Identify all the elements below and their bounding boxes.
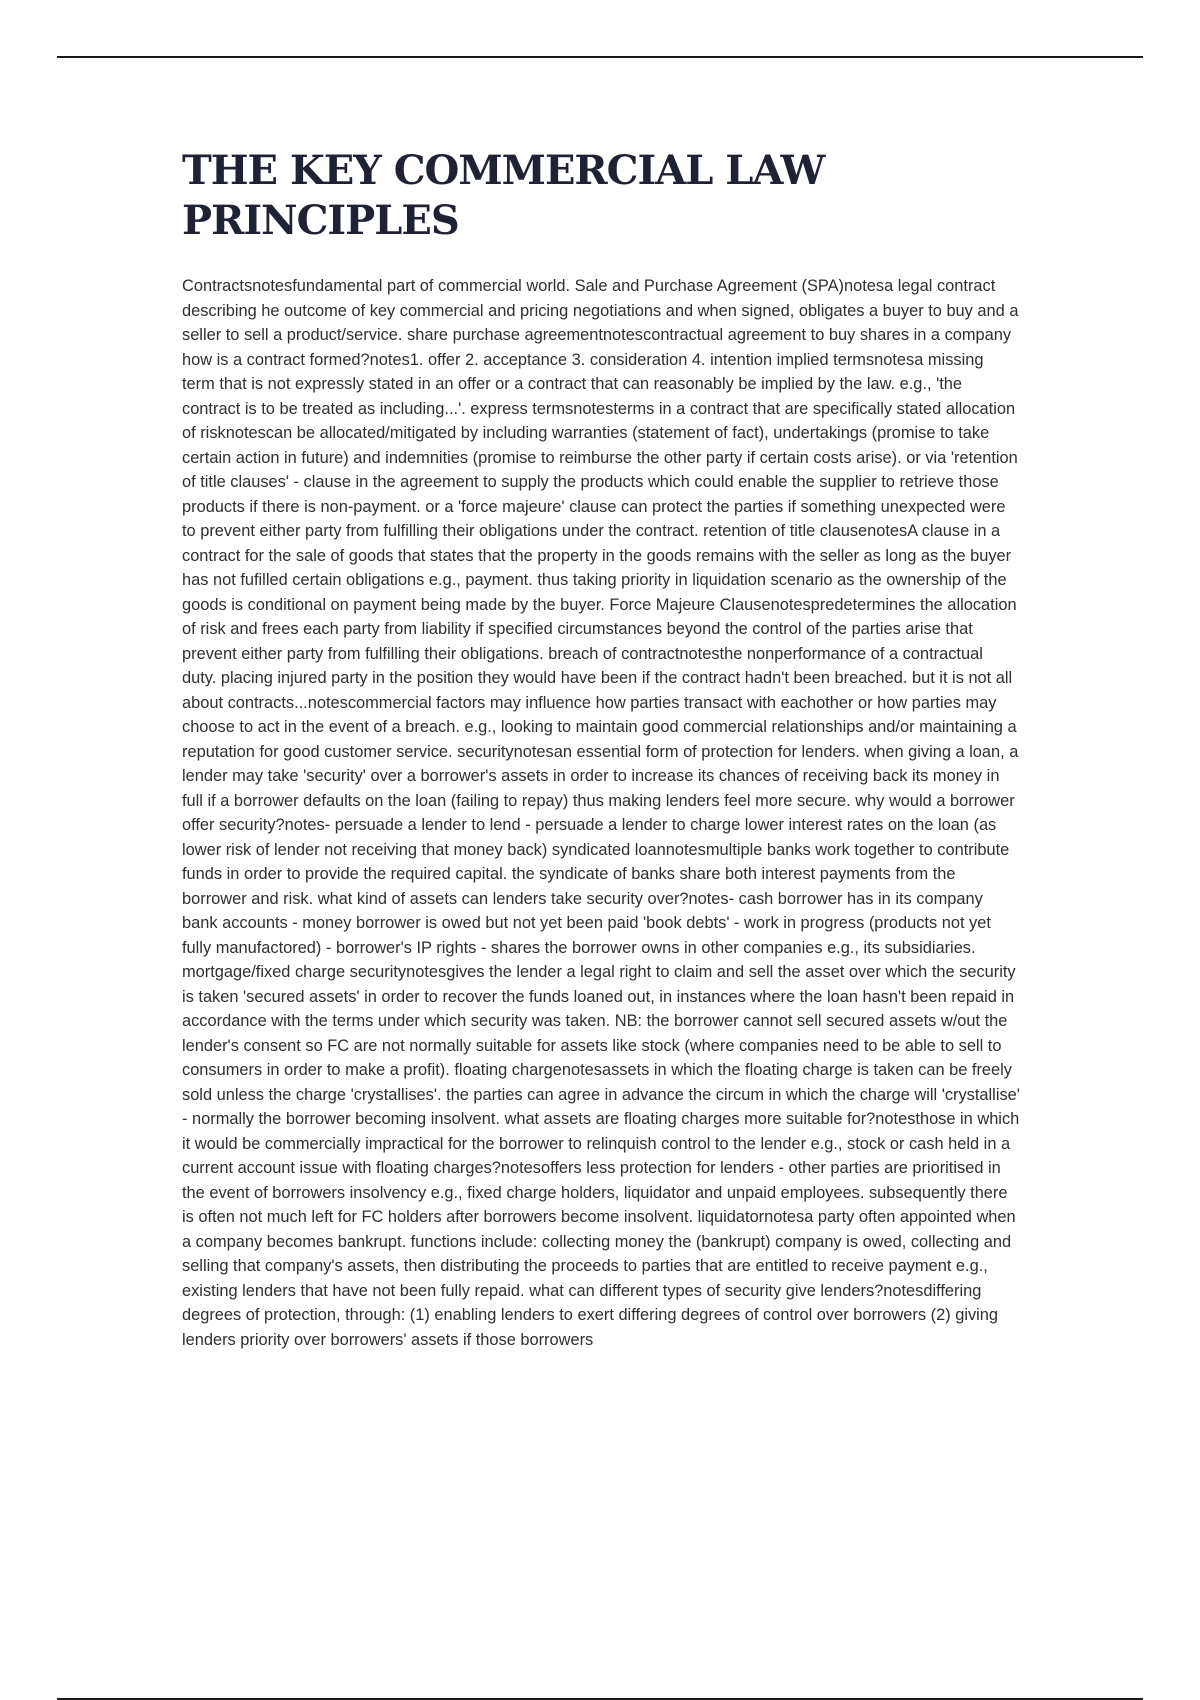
document-title: THE KEY COMMERCIAL LAW PRINCIPLES bbox=[182, 147, 825, 244]
document-body: Contractsnotesfundamental part of commercial world. Sale and Purchase Agreement (SPA)notesa legal contract describing he outcome of key commercial and pricing negotiations and when signed, obligates a buyer to buy and a seller to sell a product/service. share purchase agreementnotescontractual agreement to buy shares in a company how is a contract formed?notes1. offer 2. acceptance 3. consideration 4. intention implied termsnotesa missing term that is not expressly stated in an offer or a contract that can reasonably be implied by the law. e.g., 'the contract is to be treated as including...'. express termsnotesterms in a contract that are specifically stated allocation of risknotescan be allocated/mitigated by including warranties (statement of fact), undertakings (promise to take certain action in future) and indemnities (promise to reimburse the other party if certain costs arise). or via 'retention of title clauses' - clause in the agreement to supply the products which could enable the supplier to retrieve those products if there is non-payment. or a 'force majeure' clause can protect the parties if something unexpected were to prevent either party from fulfilling their obligations under the contract. retention of title clausenotesA clause in a contract for the sale of goods that states that the property in the goods remains with the seller as long as the buyer has not fufilled certain obligations e.g., payment. thus taking priority in liquidation scenario as the ownership of the goods is conditional on payment being made by the buyer. Force Majeure Clausenotespredetermines the allocation of risk and frees each party from liability if specified circumstances beyond the control of the parties arise that prevent either party from fulfilling their obligations. breach of contractnotesthe nonperformance of a contractual duty. placing injured party in the position they would have been if the contract hadn't been breached. but it is not all about contracts...notescommercial factors may influence how parties transact with eachother or how parties may choose to act in the event of a breach. e.g., looking to maintain good commercial relationships and/or maintaining a reputation for good customer service. securitynotesan essential form of protection for lenders. when giving a loan, a lender may take 'security' over a borrower's assets in order to increase its chances of receiving back its money in full if a borrower defaults on the loan (failing to repay) thus making lenders feel more secure. why would a borrower offer security?notes- persuade a lender to lend - persuade a lender to charge lower interest rates on the loan (as lower risk of lender not receiving that money back) syndicated loannotesmultiple banks work together to contribute funds in order to provide the required capital. the syndicate of banks share both interest payments from the borrower and risk. what kind of assets can lenders take security over?notes- cash borrower has in its company bank accounts - money borrower is owed but not yet been paid 'book debts' - work in progress (products not yet fully manufactored) - borrower's IP rights - shares the borrower owns in other companies e.g., its subsidiaries. mortgage/fixed charge securitynotesgives the lender a legal right to claim and sell the asset over which the security is taken 'secured assets' in order to recover the funds loaned out, in instances where the loan hasn't been repaid in accordance with the terms under which security was taken. NB: the borrower cannot sell secured assets w/out the lender's consent so FC are not normally suitable for assets like stock (where companies need to be able to sell to consumers in order to make a profit). floating chargenotesassets in which the floating charge is taken can be freely sold unless the charge 'crystallises'. the parties can agree in advance the circum in which the charge will 'crystallise' - normally the borrower becoming insolvent. what assets are floating charges more suitable for?notesthose in which it would be commercially impractical for the borrower to relinquish control to the lender e.g., stock or cash held in a current account issue with floating charges?notesoffers less protection for lenders - other parties are prioritised in the event of borrowers insolvency e.g., fixed charge holders, liquidator and unpaid employees. subsequently there is often not much left for FC holders after borrowers become insolvent. liquidatornotesa party often appointed when a company becomes bankrupt. functions include: collecting money the (bankrupt) company is owed, collecting and selling that company's assets, then distributing the proceeds to parties that are entitled to receive payment e.g., existing lenders that have not been fully repaid. what can different types of security give lenders?notesdiffering degrees of protection, through: (1) enabling lenders to exert differing degrees of control over borrowers (2) giving lenders priority over borrowers' assets if those borrowers bbox=[182, 277, 1020, 1349]
top-rule bbox=[57, 56, 1143, 58]
